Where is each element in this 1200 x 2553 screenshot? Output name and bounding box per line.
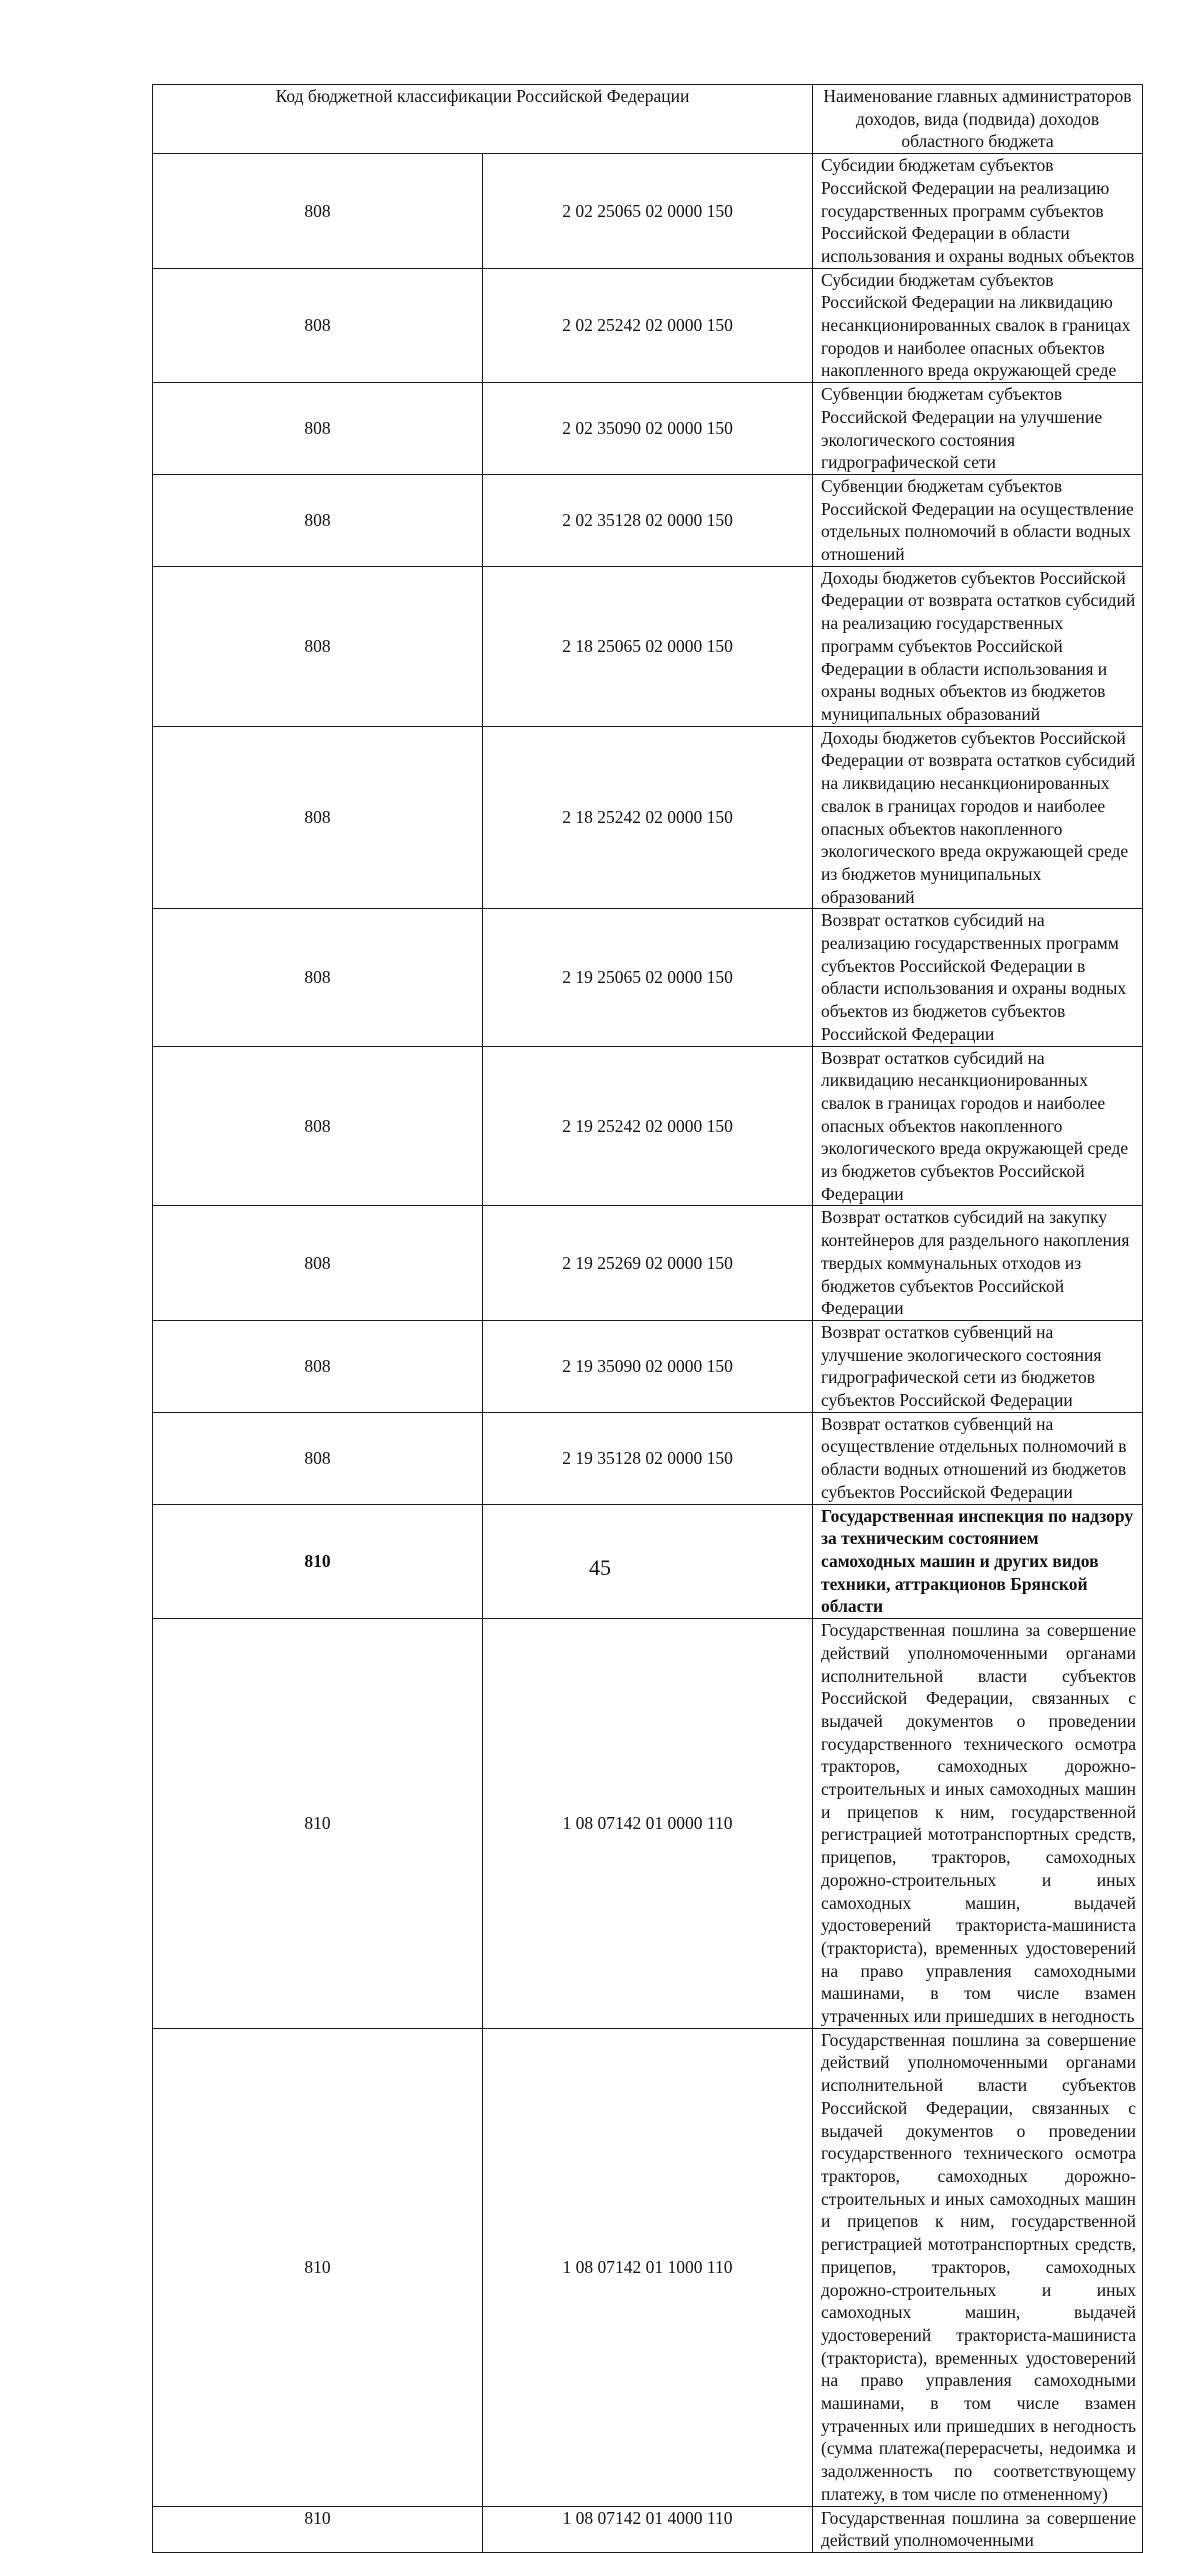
admin-code-cell: 810: [153, 2506, 483, 2552]
admin-code-cell: 808: [153, 726, 483, 909]
name-cell: Государственная пошлина за совершение действий уполномоченными органами исполнительной власти субъектов Российской Федерации, связанных с выдачей документов о проведении государственного технического осмотра тракторов, самоходных дорожно-строительных и иных самоходных машин и прицепов к ним, государственной регистрацией мототранспортных средств, прицепов, тракторов, самоходных дорожно-строительных и иных самоходных машин, выдачей удостоверений тракториста-машиниста (тракториста), временных удостоверений на право управления самоходными машинами, в том числе взамен утраченных или пришедших в негодность: [813, 1619, 1143, 2029]
table-row: [153, 474, 1143, 566]
name-cell: Субвенции бюджетам субъектов Российской Федерации на осуществление отдельных полномочий в области водных отношений: [813, 474, 1143, 566]
name-cell: Возврат остатков субсидий на ликвидацию несанкционированных свалок в границах городов и наиболее опасных объектов накопленного экологического вреда окружающей среде из бюджетов субъектов Российской Федерации: [813, 1046, 1143, 1206]
table-row: [153, 1046, 1143, 1206]
admin-code-cell: 808: [153, 1206, 483, 1321]
name-cell: Возврат остатков субсидий на реализацию государственных программ субъектов Российской Федерации в области использования и охраны водных объектов из бюджетов субъектов Российской Федерации: [813, 909, 1143, 1046]
budget-code-cell: 2 18 25242 02 0000 150: [483, 726, 813, 909]
name-cell: Государственная пошлина за совершение действий уполномоченными органами исполнительной власти субъектов Российской Федерации, связанных с выдачей документов о проведении государственного технического осмотра тракторов, самоходных дорожно-строительных и иных самоходных машин и прицепов к ним, государственной регистрацией мототранспортных средств, прицепов, тракторов, самоходных дорожно-строительных и иных самоходных машин, выдачей удостоверений тракториста-машиниста (тракториста), временных удостоверений на право управления самоходными машинами, в том числе взамен утраченных или пришедших в негодность (сумма платежа(перерасчеты, недоимка и задолженность по соответствующему платежу, в том числе по отмененному): [813, 2028, 1143, 2506]
admin-code-cell: 808: [153, 154, 483, 269]
budget-code-cell: 1 08 07142 01 4000 110: [483, 2506, 813, 2552]
admin-code-cell: 810: [153, 1504, 483, 1619]
table-row: [153, 154, 1143, 269]
admin-code-cell: 808: [153, 383, 483, 475]
name-cell: Возврат остатков субвенций на осуществление отдельных полномочий в области водных отношений из бюджетов субъектов Российской Федерации: [813, 1412, 1143, 1504]
budget-code-cell: 2 19 25269 02 0000 150: [483, 1206, 813, 1321]
budget-code-cell: 2 02 25242 02 0000 150: [483, 268, 813, 383]
table-row: [153, 1619, 1143, 2029]
page-number: 45: [589, 1555, 611, 1580]
admin-code-cell: 808: [153, 1046, 483, 1206]
table-row: [153, 1412, 1143, 1504]
name-cell: Доходы бюджетов субъектов Российской Федерации от возврата остатков субсидий на ликвидацию несанкционированных свалок в границах городов и наиболее опасных объектов накопленного экологического вреда окружающей среде из бюджетов муниципальных образований: [813, 726, 1143, 909]
table-row: [153, 268, 1143, 383]
table-row: [153, 909, 1143, 1046]
admin-code-cell: 810: [153, 1619, 483, 2029]
budget-code-cell: 2 02 25065 02 0000 150: [483, 154, 813, 269]
budget-code-cell: 1 08 07142 01 0000 110: [483, 1619, 813, 2029]
name-cell: Доходы бюджетов субъектов Российской Федерации от возврата остатков субсидий на реализацию государственных программ субъектов Российской Федерации в области использования и охраны водных объектов из бюджетов муниципальных образований: [813, 566, 1143, 726]
table-header-row: [153, 85, 1143, 154]
table-row: [153, 1206, 1143, 1321]
budget-code-cell: 2 19 25242 02 0000 150: [483, 1046, 813, 1206]
name-cell: Государственная пошлина за совершение действий уполномоченными: [813, 2506, 1143, 2552]
admin-code-cell: 808: [153, 474, 483, 566]
budget-code-cell: 2 02 35090 02 0000 150: [483, 383, 813, 475]
table-row: [153, 383, 1143, 475]
budget-code-cell: 2 19 35128 02 0000 150: [483, 1412, 813, 1504]
admin-code-cell: 808: [153, 909, 483, 1046]
budget-code-cell: 2 19 35090 02 0000 150: [483, 1320, 813, 1412]
name-cell: Возврат остатков субвенций на улучшение экологического состояния гидрографической сети из бюджетов субъектов Российской Федерации: [813, 1320, 1143, 1412]
administrator-name-cell: Государственная инспекция по надзору за техническим состоянием самоходных машин и других видов техники, аттракционов Брянской области: [813, 1504, 1143, 1619]
name-cell: Субсидии бюджетам субъектов Российской Федерации на ликвидацию несанкционированных свалок в границах городов и наиболее опасных объектов накопленного вреда окружающей среде: [813, 268, 1143, 383]
budget-code-cell: 1 08 07142 01 1000 110: [483, 2028, 813, 2506]
budget-code-cell: 2 18 25065 02 0000 150: [483, 566, 813, 726]
table-row: [153, 566, 1143, 726]
admin-code-cell: 808: [153, 566, 483, 726]
name-cell: Субвенции бюджетам субъектов Российской Федерации на улучшение экологического состояния гидрографической сети: [813, 383, 1143, 475]
name-cell: Возврат остатков субсидий на закупку контейнеров для раздельного накопления твердых коммунальных отходов из бюджетов субъектов Российской Федерации: [813, 1206, 1143, 1321]
table-row: [153, 1320, 1143, 1412]
admin-code-cell: 810: [153, 2028, 483, 2506]
admin-code-cell: 808: [153, 268, 483, 383]
admin-code-cell: 808: [153, 1412, 483, 1504]
revenue-administrators-table: [152, 84, 1143, 2553]
header-kbk: Код бюджетной классификации Российской Федерации: [153, 85, 813, 154]
name-cell: Субсидии бюджетам субъектов Российской Федерации на реализацию государственных программ субъектов Российской Федерации в области использования и охраны водных объектов: [813, 154, 1143, 269]
table-row: [153, 726, 1143, 909]
header-name: Наименование главных администраторов доходов, вида (подвида) доходов областного бюджета: [813, 85, 1143, 154]
table-row: [153, 2506, 1143, 2552]
budget-code-cell: 2 19 25065 02 0000 150: [483, 909, 813, 1046]
budget-code-cell: 2 02 35128 02 0000 150: [483, 474, 813, 566]
admin-code-cell: 808: [153, 1320, 483, 1412]
table-row: [153, 2028, 1143, 2506]
